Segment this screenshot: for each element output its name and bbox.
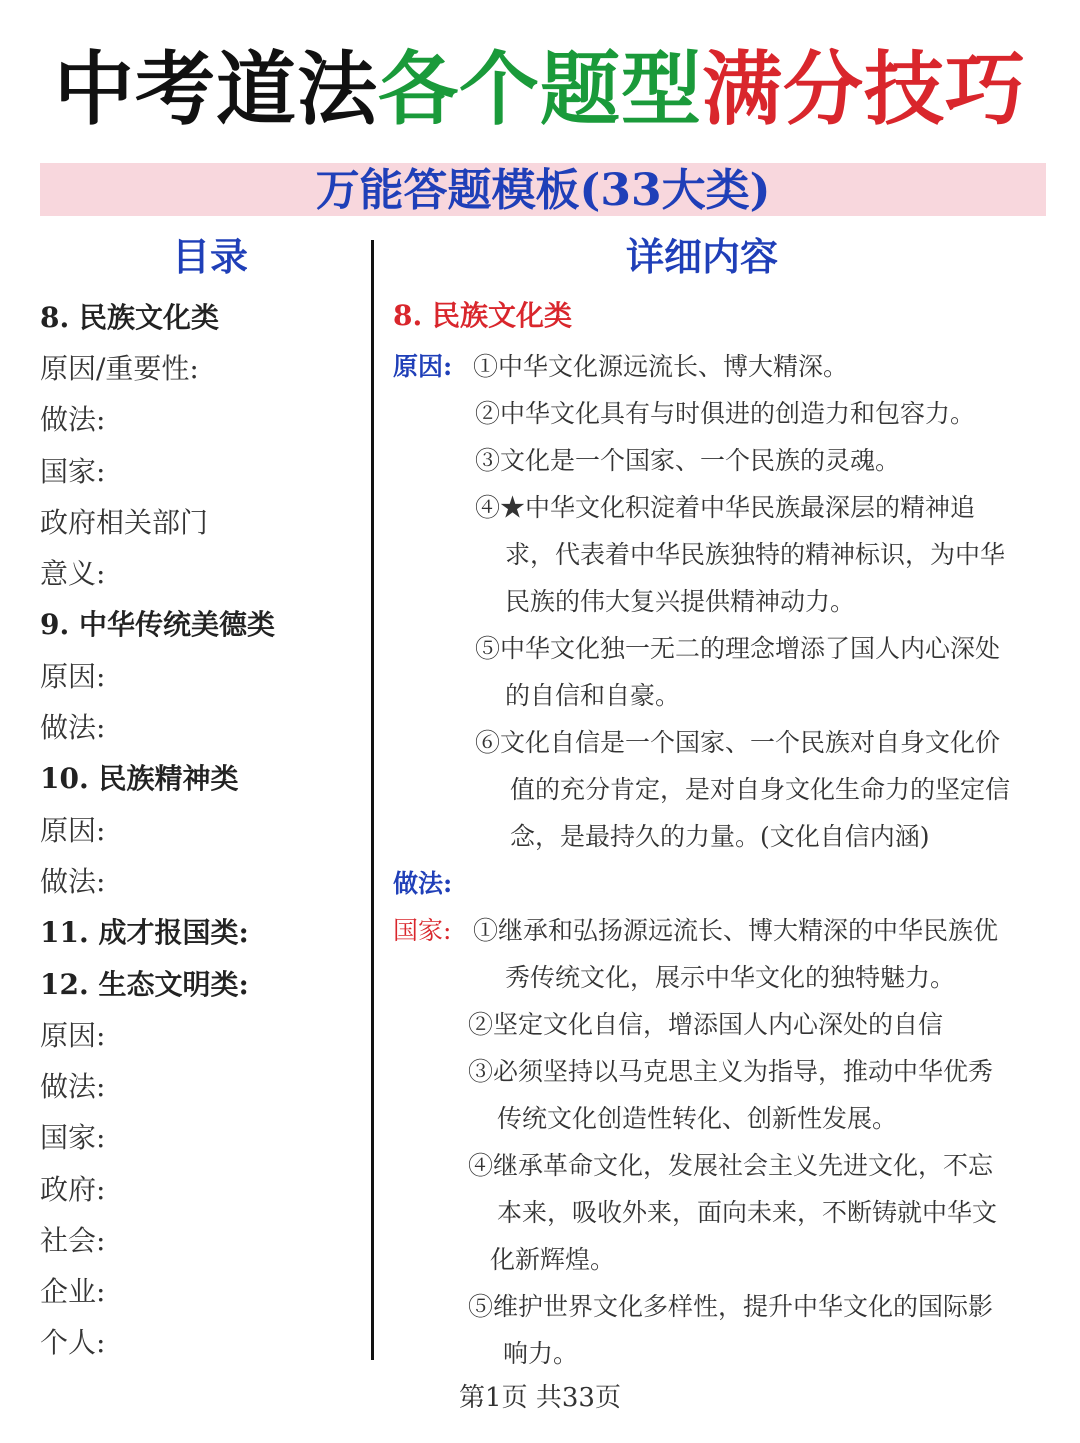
method-label: 做法: [393, 869, 453, 898]
subtitle-banner [40, 163, 1046, 216]
toc-item: 企业: [40, 1275, 106, 1308]
toc-item: 做法: [40, 403, 106, 436]
toc-item: 做法: [40, 711, 106, 744]
toc-item: 国家: [40, 1121, 106, 1154]
country-line: 本来，吸收外来，面向未来，不断铸就中华文 [497, 1198, 998, 1227]
toc-item: 政府: [40, 1173, 106, 1206]
toc-item: 政府相关部门 [40, 506, 209, 539]
detail-heading: 详细内容 [626, 234, 779, 279]
reason-label: 原因: [393, 352, 453, 381]
toc-item: 12. 生态文明类: [40, 968, 249, 1001]
toc-item: 做法: [40, 1070, 106, 1103]
reason-line: ②中华文化具有与时俱进的创造力和包容力。 [475, 399, 976, 428]
reason-line: ④★中华文化积淀着中华民族最深层的精神追 [475, 493, 976, 522]
country-line: 化新辉煌。 [490, 1245, 616, 1274]
reason-line: 求，代表着中华民族独特的精神标识，为中华 [505, 540, 1006, 569]
toc-item: 原因: [40, 660, 106, 693]
page-number: 第1页 共33页 [459, 1383, 621, 1413]
reason-line: ①中华文化源远流长、博大精深。 [473, 352, 849, 381]
column-divider [371, 240, 374, 1360]
toc-item: 意义: [40, 557, 106, 590]
country-line: 响力。 [503, 1339, 579, 1368]
toc-item: 个人: [40, 1326, 106, 1359]
toc-item: 原因: [40, 1019, 106, 1052]
subtitle-text: 万能答题模板(33大类) [315, 165, 771, 216]
reason-line: ③文化是一个国家、一个民族的灵魂。 [475, 446, 901, 475]
title-part-3: 满分技巧 [702, 43, 1026, 136]
toc-item: 10. 民族精神类 [40, 762, 239, 795]
country-line: ①继承和弘扬源远流长、博大精深的中华民族优 [473, 916, 999, 945]
country-line: 传统文化创造性转化、创新性发展。 [497, 1104, 898, 1133]
country-line: ②坚定文化自信，增添国人内心深处的自信 [468, 1010, 944, 1039]
country-line: ⑤维护世界文化多样性，提升中华文化的国际影 [468, 1292, 994, 1321]
title-part-2: 各个题型 [378, 43, 702, 136]
country-line: ③必须坚持以马克思主义为指导，推动中华优秀 [468, 1057, 994, 1086]
toc-item: 9. 中华传统美德类 [40, 608, 275, 641]
toc-item: 8. 民族文化类 [40, 301, 219, 334]
toc-item: 国家: [40, 455, 106, 488]
page-title [0, 40, 1080, 140]
title-part-1: 中考道法 [54, 43, 378, 136]
country-line: ④继承革命文化，发展社会主义先进文化，不忘 [468, 1151, 994, 1180]
toc-item: 社会: [40, 1224, 106, 1257]
section-title: 8. 民族文化类 [393, 299, 572, 332]
reason-line: ⑤中华文化独一无二的理念增添了国人内心深处 [475, 634, 1001, 663]
country-line: 秀传统文化，展示中华文化的独特魅力。 [505, 963, 956, 992]
toc-heading: 目录 [172, 234, 249, 279]
reason-line: 的自信和自豪。 [505, 681, 681, 710]
reason-line: ⑥文化自信是一个国家、一个民族对自身文化价 [475, 728, 1001, 757]
reason-line: 值的充分肯定，是对自身文化生命力的坚定信 [510, 775, 1011, 804]
toc-item: 原因: [40, 814, 106, 847]
reason-line: 念，是最持久的力量。(文化自信内涵) [510, 822, 930, 851]
reason-line: 民族的伟大复兴提供精神动力。 [505, 587, 856, 616]
country-label: 国家: [393, 916, 452, 945]
toc-item: 原因/重要性: [40, 352, 199, 385]
toc-item: 做法: [40, 865, 106, 898]
toc-item: 11. 成才报国类: [40, 916, 249, 949]
